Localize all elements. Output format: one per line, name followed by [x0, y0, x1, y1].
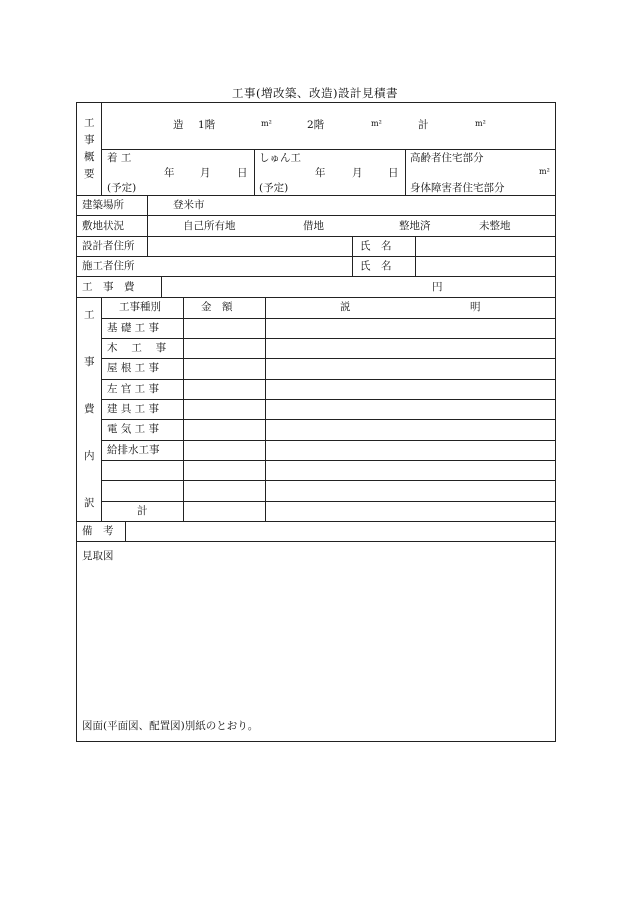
- work-type-carpentry: 木 工 事: [107, 342, 167, 354]
- work-type-foundation: 基 礎 工 事: [107, 322, 160, 334]
- designer-name-label: 氏 名: [360, 240, 392, 252]
- construction-cost-label: 工 事 費: [82, 281, 135, 293]
- disabled-housing-label: 身体障害者住宅部分: [410, 182, 505, 194]
- site-option-leveled: 整地済: [399, 220, 431, 232]
- overview-label-2: 事: [84, 134, 95, 146]
- estimate-form: [76, 102, 556, 742]
- work-type-fittings: 建 具 工 事: [107, 403, 160, 415]
- site-condition-label: 敷地状況: [82, 220, 124, 232]
- breakdown-side-label-4: 内: [84, 450, 95, 462]
- elderly-housing-label: 高齢者住宅部分: [410, 152, 484, 164]
- completion-label: しゅん工: [259, 152, 301, 164]
- floor2-unit: m²: [371, 119, 382, 128]
- location-value: 登米市: [173, 199, 205, 211]
- breakdown-total-label: 計: [137, 505, 148, 517]
- start-planned: (予定): [107, 182, 137, 194]
- location-label: 建築場所: [82, 199, 124, 211]
- work-type-electrical: 電 気 工 事: [107, 423, 160, 435]
- column-header-type: 工事種別: [119, 301, 161, 313]
- remarks-label: 備 考: [82, 525, 114, 537]
- floorplan-label: 見取図: [82, 550, 114, 562]
- breakdown-side-label-5: 訳: [84, 497, 95, 509]
- floorplan-note: 図面(平面図、配置図)別紙のとおり。: [82, 720, 259, 732]
- site-option-unleveled: 未整地: [479, 220, 511, 232]
- start-day: 日: [237, 167, 248, 179]
- overview-label-3: 概: [84, 151, 95, 163]
- floor2-label: 2階: [307, 119, 325, 131]
- builder-name-label: 氏 名: [360, 260, 392, 272]
- site-option-owned: 自己所有地: [183, 220, 236, 232]
- completion-year: 年: [315, 167, 326, 179]
- start-month: 月: [200, 167, 211, 179]
- breakdown-side-label-2: 事: [84, 356, 95, 368]
- start-year: 年: [164, 167, 175, 179]
- overview-label-4: 要: [84, 168, 95, 180]
- structure-text: 造: [173, 119, 184, 131]
- start-label: 着 工: [107, 152, 132, 164]
- work-type-roofing: 屋 根 工 事: [107, 362, 160, 374]
- breakdown-side-label-3: 費: [84, 403, 95, 415]
- site-option-leased: 借地: [303, 220, 324, 232]
- document-title: 工事(増改築、改造)設計見積書: [232, 86, 398, 100]
- column-header-desc-2: 明: [470, 301, 481, 313]
- column-header-amount: 金 額: [201, 301, 233, 313]
- total-area-unit: m²: [475, 119, 486, 128]
- overview-label-1: 工: [84, 117, 95, 129]
- elderly-housing-unit: m²: [539, 167, 550, 176]
- designer-address-label: 設計者住所: [82, 240, 135, 252]
- floor1-unit: m²: [261, 119, 272, 128]
- builder-address-label: 施工者住所: [82, 260, 135, 272]
- column-header-desc-1: 説: [340, 301, 351, 313]
- breakdown-side-label-1: 工: [84, 309, 95, 321]
- work-type-plumbing: 給排水工事: [107, 444, 160, 456]
- completion-planned: (予定): [259, 182, 289, 194]
- floor1-label: 1階: [198, 119, 216, 131]
- completion-month: 月: [352, 167, 363, 179]
- total-area-label: 計: [418, 119, 429, 131]
- work-type-plastering: 左 官 工 事: [107, 383, 160, 395]
- completion-day: 日: [388, 167, 399, 179]
- construction-cost-unit: 円: [432, 281, 443, 293]
